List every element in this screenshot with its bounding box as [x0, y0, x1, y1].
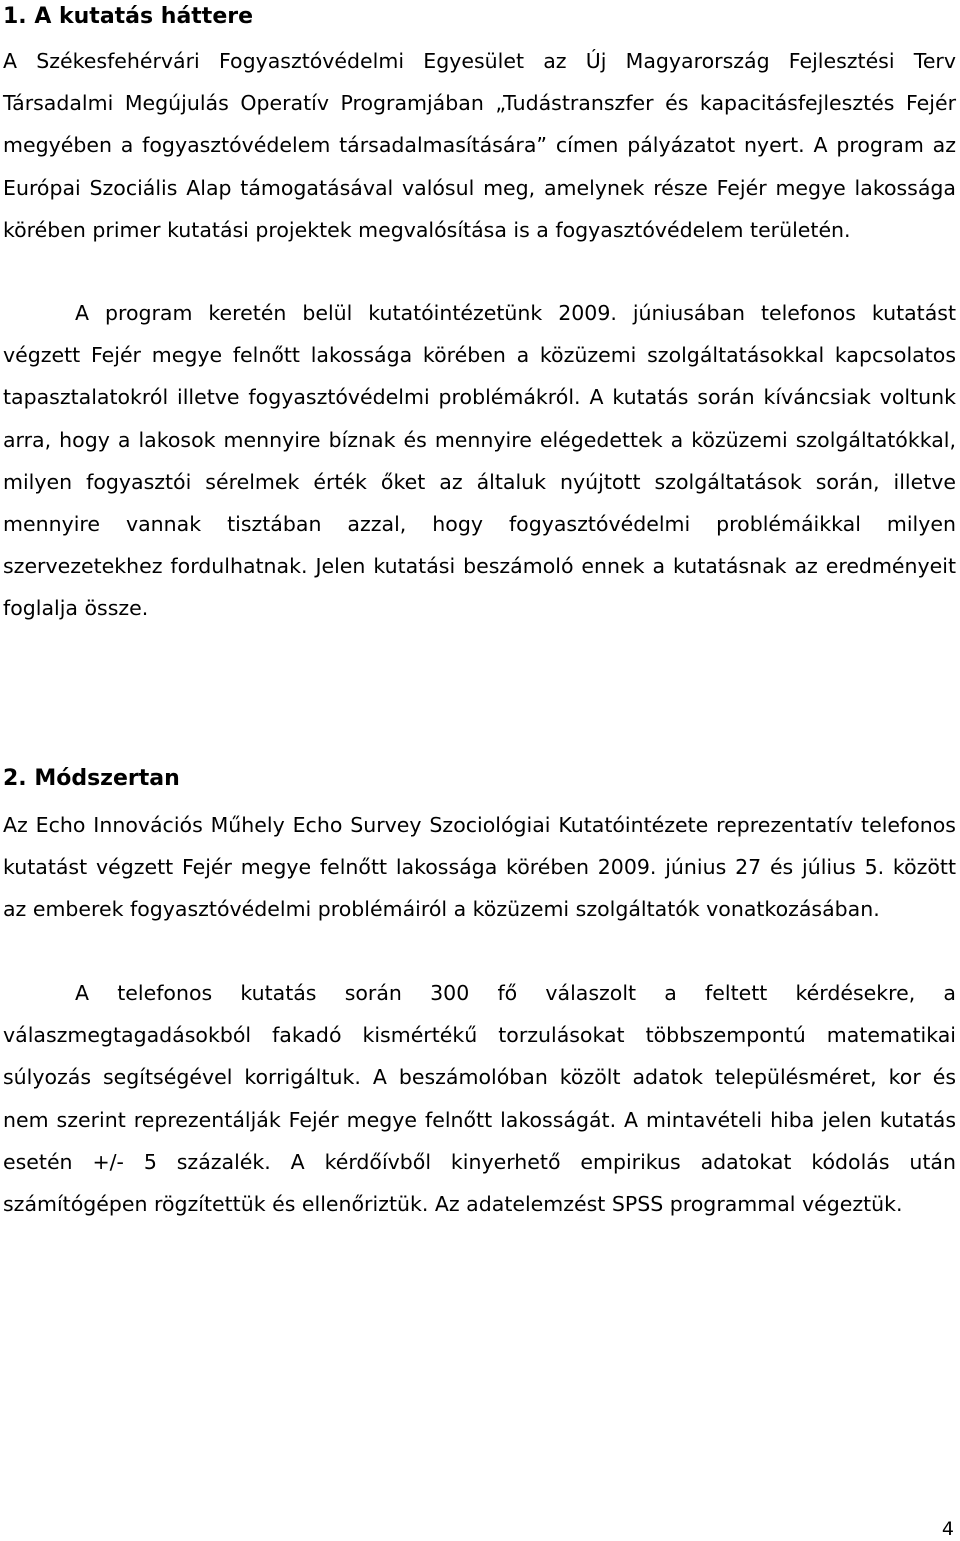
paragraph-research-description: A program keretén belül kutatóintézetünk 2009. júniusában telefonos kutatást végzett Fejér megye felnőtt lakossága körében a közüzemi szolgáltatásokkal kapcsolatos tapasztalatokról illetve fogyasztóvédelmi problémákról. A kutatás során kíváncsiak voltunk arra, hogy a lakosok mennyire bíznak és mennyire elégedettek a közüzemi szolgáltatókkal, milyen fogyasztói sérelmek érték őket az általuk nyújtott szolgáltatások során, illetve mennyire vannak tisztában azzal, hogy fogyasztóvédelmi problémáikkal milyen szervezetekhez fordulhatnak. Jelen kutatási beszámoló ennek a kutatásnak az eredményeit foglalja össze. [3, 301, 956, 621]
section-heading-background: 1. A kutatás háttere [3, 4, 254, 29]
paragraph-methodology-intro: Az Echo Innovációs Műhely Echo Survey Szociológiai Kutatóintézete reprezentatív telefonos kutatást végzett Fejér megye felnőtt lakossága körében 2009. június 27 és július 5. között az emberek fogyasztóvédelmi problémáiról a közüzemi szolgáltatók vonatkozásában. [3, 813, 956, 922]
paragraph-methodology-details: A telefonos kutatás során 300 fő válaszolt a feltett kérdésekre, a válaszmegtagadásokból fakadó kismértékű torzulásokat többszempontú matematikai súlyozás segítségével korrigáltuk. A beszámolóban közölt adatok településméret, kor és nem szerint reprezentálják Fejér megye felnőtt lakosságát. A mintavételi hiba jelen kutatás esetén +/- 5 százalék. A kérdőívből kinyerhető empirikus adatokat kódolás után számítógépen rögzítettük és ellenőriztük. Az adatelemzést SPSS programmal végeztük. [3, 981, 956, 1217]
section-heading-methodology: 2. Módszertan [3, 766, 180, 791]
page-number: 4 [941, 1518, 954, 1540]
paragraph-project-intro: A Székesfehérvári Fogyasztóvédelmi Egyesület az Új Magyarország Fejlesztési Terv Társadalmi Megújulás Operatív Programjában „Tudástranszfer és kapacitásfejlesztés Fejér megyében a fogyasztóvédelem társadalmasítására” címen pályázatot nyert. A program az Európai Szociális Alap támogatásával valósul meg, amelynek része Fejér megye lakossága körében primer kutatási projektek megvalósítása is a fogyasztóvédelem területén. [3, 49, 956, 242]
